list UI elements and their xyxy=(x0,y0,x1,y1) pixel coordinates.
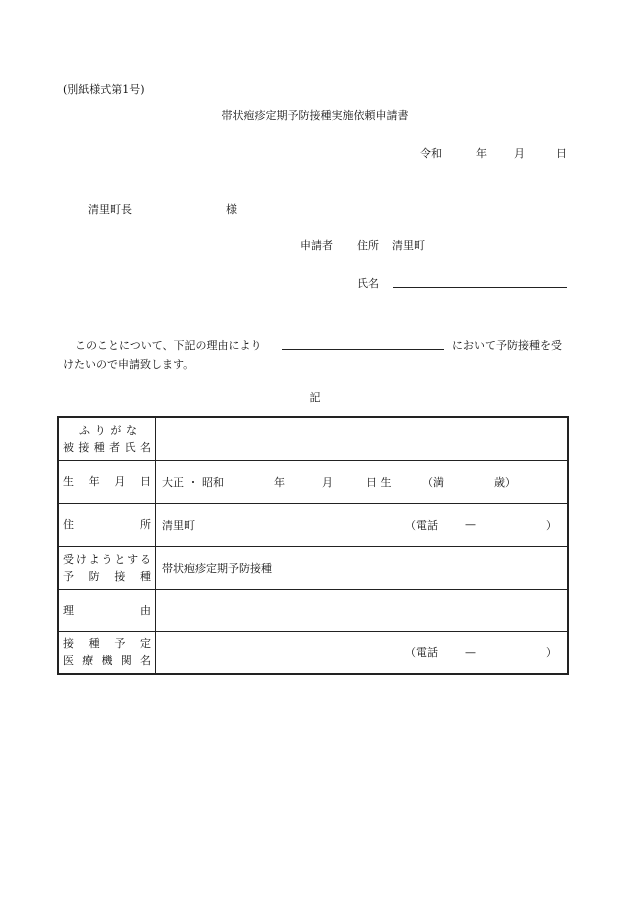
applicant-label: 申請者 xyxy=(300,239,333,252)
row-name xyxy=(58,417,568,460)
address-label-cell xyxy=(58,503,156,546)
reason-label-cell xyxy=(58,589,156,631)
date-era: 令和 xyxy=(420,147,442,160)
clinic-label-top: 接 種 予 定 xyxy=(63,637,151,651)
addressee-honorific: 様 xyxy=(226,203,237,216)
date-year-label: 年 xyxy=(476,147,487,160)
application-table xyxy=(57,416,569,675)
row-clinic xyxy=(58,631,568,674)
vaccination-label-top: 受 け よ う と す る xyxy=(63,552,151,566)
address-phone-dash: — xyxy=(465,518,476,531)
reason-field[interactable] xyxy=(156,589,569,631)
vaccination-label-cell xyxy=(58,546,156,589)
vaccination-label-bottom: 予 防 接 種 xyxy=(63,569,151,583)
address-value: 清里町 xyxy=(162,518,195,532)
month-label: 月 xyxy=(322,475,333,489)
age-open-label: （満 xyxy=(422,475,444,489)
address-phone-close: ） xyxy=(546,518,557,532)
addressee-name: 清里町長 xyxy=(88,203,132,216)
page-title: 帯状疱疹定期予防接種実施依頼申請書 xyxy=(221,109,409,122)
place-blank-field[interactable] xyxy=(282,335,444,350)
birthdate-label: 生 年 月 日 xyxy=(63,475,151,488)
applicant-name-label: 氏名 xyxy=(357,277,379,290)
reason-label: 理 由 xyxy=(63,603,151,617)
clinic-phone-open: （電話 xyxy=(405,646,438,660)
row-reason xyxy=(58,589,568,631)
applicant-address-label: 住所 xyxy=(357,239,379,252)
day-born-label: 日 生 xyxy=(366,475,392,489)
name-label-cell xyxy=(58,417,156,460)
address-field[interactable] xyxy=(156,503,569,546)
row-birthdate xyxy=(58,460,568,503)
year-label: 年 xyxy=(274,475,285,489)
era-options[interactable]: 大正 ・ 昭和 xyxy=(162,475,224,489)
age-close-label: 歳） xyxy=(494,475,516,489)
birthdate-field[interactable] xyxy=(156,460,569,503)
body-text-part1: このことについて、下記の理由により xyxy=(75,339,262,352)
vaccination-value: 帯状疱疹定期予防接種 xyxy=(162,561,272,575)
patient-name-field[interactable] xyxy=(156,417,569,460)
row-address xyxy=(58,503,568,546)
address-phone-open: （電話 xyxy=(405,518,438,532)
clinic-phone-close: ） xyxy=(546,646,557,660)
row-vaccination xyxy=(58,546,568,589)
date-month-label: 月 xyxy=(514,147,525,160)
body-text-part2: において予防接種を受 xyxy=(452,339,562,352)
clinic-label-cell xyxy=(58,631,156,674)
birthdate-label-cell xyxy=(58,460,156,503)
body-text-line2: けたいので申請致します。 xyxy=(63,358,195,371)
form-number: (別紙様式第1号) xyxy=(63,83,145,96)
clinic-field[interactable] xyxy=(156,631,569,674)
furigana-label: ふ り が な xyxy=(79,423,137,437)
ki-heading: 記 xyxy=(309,391,321,404)
address-label: 住 所 xyxy=(63,518,151,531)
date-day-label: 日 xyxy=(556,147,567,160)
patient-name-label: 被 接 種 者 氏 名 xyxy=(63,440,151,454)
applicant-address-value: 清里町 xyxy=(392,239,425,252)
applicant-name-field[interactable] xyxy=(393,273,567,288)
clinic-label-bottom: 医 療 機 関 名 xyxy=(63,654,151,668)
vaccination-field xyxy=(156,546,569,589)
clinic-phone-dash: — xyxy=(465,645,476,659)
